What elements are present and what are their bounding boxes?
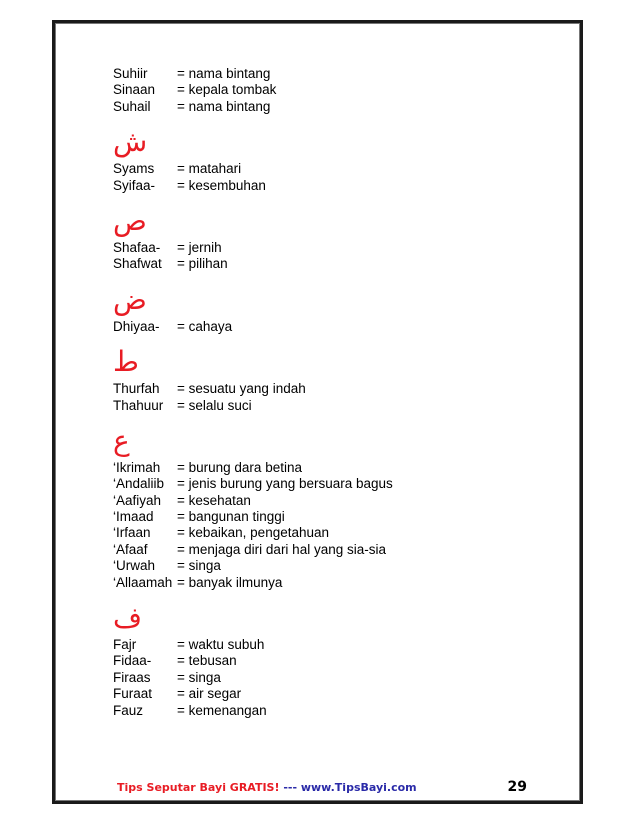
- name-entry: [113, 256, 533, 272]
- arabic-letter: ع: [113, 423, 130, 457]
- entry-meaning: = tebusan: [177, 653, 237, 669]
- letter-section: [113, 66, 533, 115]
- entry-meaning: = kebaikan, pengetahuan: [177, 525, 330, 541]
- name-entry: [113, 476, 533, 492]
- name-entry: [113, 381, 533, 397]
- entry-meaning: = singa: [177, 669, 221, 685]
- entry-name: Suhail: [113, 98, 151, 114]
- letter-section: [113, 347, 533, 414]
- arabic-letter-heading: [113, 282, 533, 316]
- name-entry: [113, 460, 533, 476]
- entry-meaning: = waktu subuh: [177, 637, 265, 653]
- entry-name: Fidaa-: [113, 653, 152, 669]
- entry-meaning: = kepala tombak: [177, 82, 277, 98]
- entry-meaning: = selalu suci: [177, 397, 252, 413]
- arabic-letter: ص: [113, 203, 147, 237]
- entry-name: Firaas: [113, 669, 151, 685]
- entry-meaning: = jernih: [177, 239, 222, 255]
- entry-meaning: = singa: [177, 558, 221, 574]
- entry-name: ‘Irfaan: [113, 525, 151, 541]
- letter-section: [113, 282, 533, 335]
- name-entry: [113, 703, 533, 719]
- page-footer: [117, 779, 527, 797]
- entry-name: ‘Allaamah: [113, 574, 173, 590]
- name-entry: [113, 686, 533, 702]
- arabic-letter-heading: [113, 347, 533, 377]
- name-entry: [113, 161, 533, 177]
- arabic-letter: ف: [113, 601, 143, 635]
- entry-name: ‘Imaad: [113, 509, 154, 525]
- entry-name: Syams: [113, 161, 155, 177]
- entry-meaning: = menjaga diri dari hal yang sia-sia: [177, 541, 386, 557]
- arabic-letter: ض: [113, 282, 147, 316]
- entry-meaning: = nama bintang: [177, 66, 271, 81]
- name-entry: [113, 493, 533, 509]
- entry-meaning: = jenis burung yang bersuara bagus: [177, 476, 393, 492]
- name-entry: [113, 525, 533, 541]
- entry-name: Sinaan: [113, 82, 156, 98]
- entry-meaning: = kesehatan: [177, 492, 251, 508]
- entry-name: Syifaa-: [113, 177, 156, 193]
- name-entry: [113, 82, 533, 98]
- name-entry: [113, 637, 533, 653]
- entry-name: Furaat: [113, 686, 153, 702]
- entry-name: Shafaa-: [113, 239, 161, 255]
- entry-meaning: = banyak ilmunya: [177, 574, 283, 590]
- entry-name: Thahuur: [113, 397, 164, 413]
- name-entry: [113, 509, 533, 525]
- footer-url-link[interactable]: www.TipsBayi.com: [300, 781, 417, 794]
- entry-meaning: = cahaya: [177, 318, 233, 334]
- entry-name: Suhiir: [113, 66, 148, 81]
- name-list: [113, 66, 533, 719]
- name-entry: [113, 240, 533, 256]
- entry-name: Dhiyaa-: [113, 318, 160, 334]
- name-entry: [113, 575, 533, 591]
- entry-name: Fauz: [113, 702, 144, 718]
- entry-meaning: = kemenangan: [177, 702, 267, 718]
- footer-text: [117, 781, 417, 794]
- entry-meaning: = burung dara betina: [177, 459, 302, 475]
- name-entry: [113, 558, 533, 574]
- name-entry: [113, 319, 533, 335]
- entry-name: ‘Aafiyah: [113, 492, 162, 508]
- letter-section: [113, 127, 533, 194]
- arabic-letter-heading: [113, 203, 533, 237]
- page-number: 29: [507, 779, 527, 795]
- entry-meaning: = nama bintang: [177, 98, 271, 114]
- letter-section: [113, 203, 533, 273]
- arabic-letter: ش: [113, 125, 148, 159]
- entry-name: Thurfah: [113, 381, 160, 397]
- arabic-letter: ط: [113, 345, 139, 379]
- name-entry: [113, 542, 533, 558]
- entry-name: Fajr: [113, 637, 137, 653]
- entry-meaning: = sesuatu yang indah: [177, 381, 306, 397]
- name-entry: [113, 66, 533, 82]
- name-entry: [113, 653, 533, 669]
- entry-name: ‘Andaliib: [113, 476, 165, 492]
- entry-meaning: = kesembuhan: [177, 177, 266, 193]
- arabic-letter-heading: [113, 423, 533, 457]
- entry-name: ‘Ikrimah: [113, 459, 161, 475]
- footer-separator: ---: [279, 781, 301, 794]
- name-entry: [113, 670, 533, 686]
- arabic-letter-heading: [113, 603, 533, 633]
- entry-name: ‘Afaaf: [113, 541, 148, 557]
- entry-meaning: = pilihan: [177, 256, 228, 272]
- entry-name: Shafwat: [113, 256, 162, 272]
- entry-name: ‘Urwah: [113, 558, 156, 574]
- name-entry: [113, 99, 533, 115]
- name-entry: [113, 178, 533, 194]
- entry-meaning: = bangunan tinggi: [177, 509, 285, 525]
- footer-left-text: Tips Seputar Bayi GRATIS!: [117, 781, 280, 794]
- arabic-letter-heading: [113, 127, 533, 157]
- letter-section: [113, 603, 533, 719]
- name-entry: [113, 398, 533, 414]
- letter-section: [113, 423, 533, 591]
- entry-meaning: = air segar: [177, 686, 242, 702]
- entry-meaning: = matahari: [177, 161, 242, 177]
